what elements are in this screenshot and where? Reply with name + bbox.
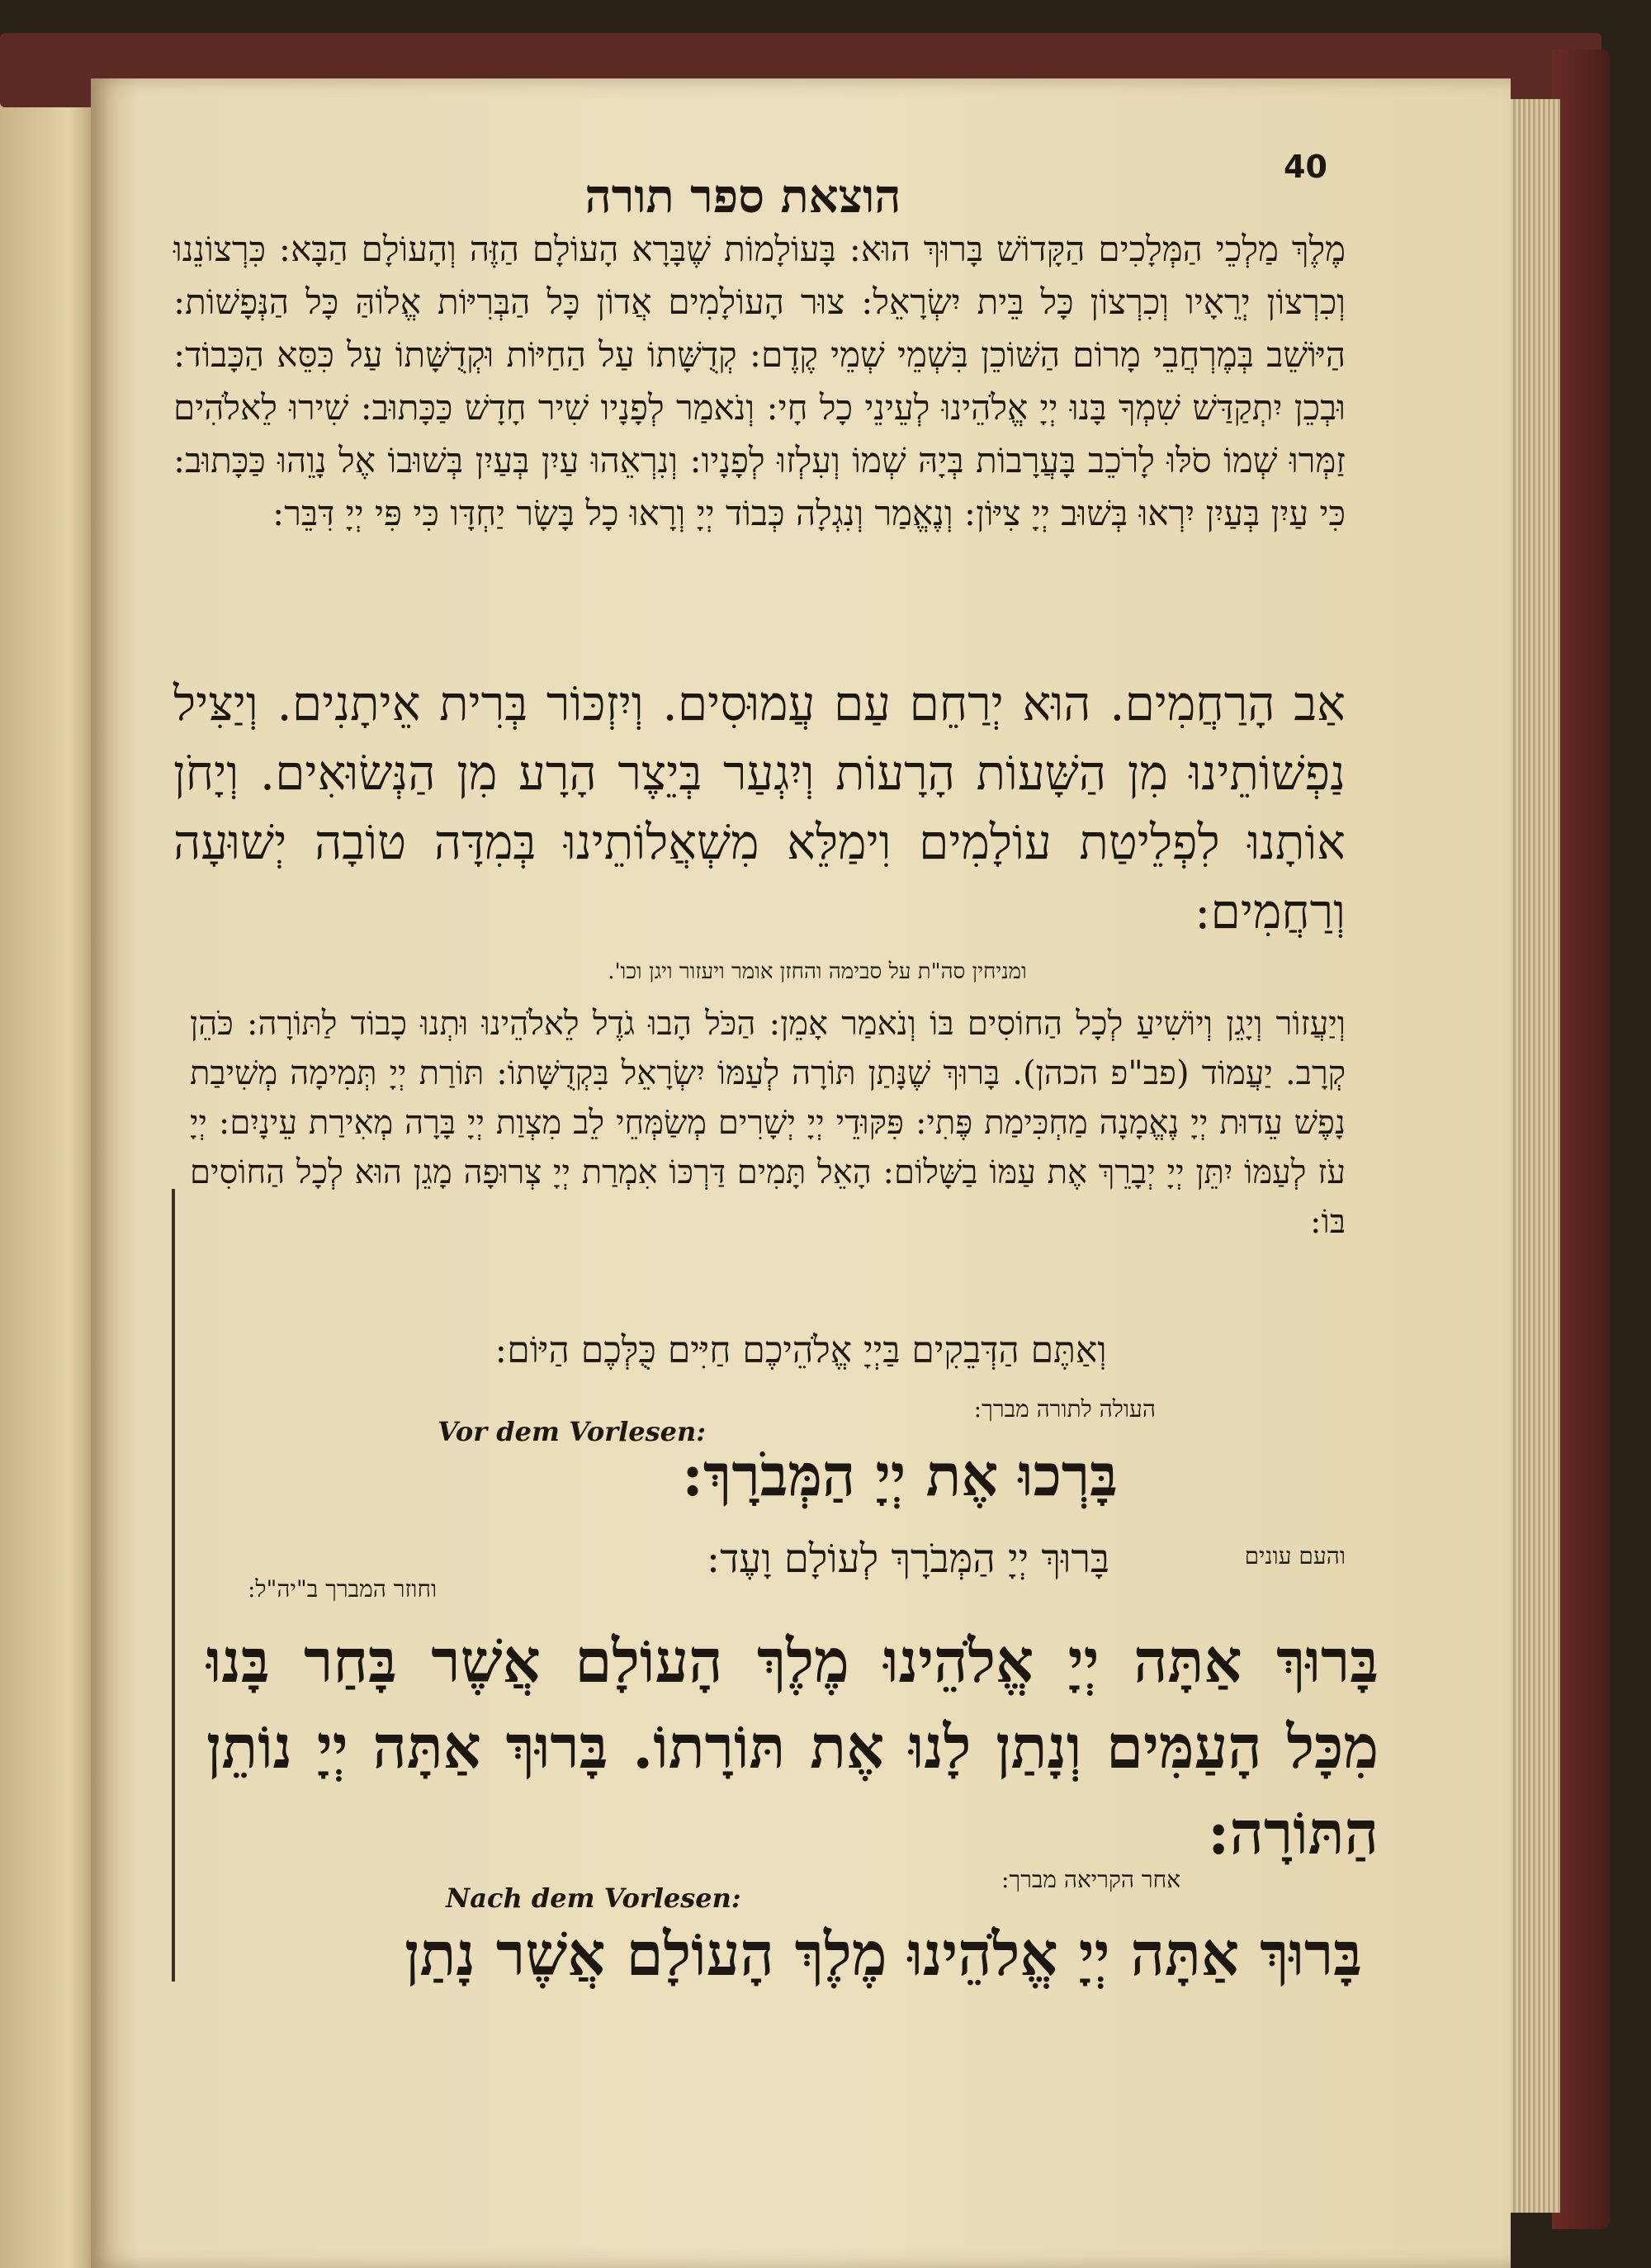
instruction-response: והעם עונים [1244, 1542, 1346, 1570]
instruction-note: ומניחין סה"ת על סבימה והחזן אומר ויעזור ויגן וכו'. [608, 959, 1027, 984]
german-heading-after: Nach dem Vorlesen: [446, 1882, 741, 1914]
instruction-after: אחר הקריאה מברך: [1001, 1866, 1180, 1893]
instruction-before: העולה לתורה מברך: [973, 1395, 1156, 1423]
prayer-block-melech: מֶלֶךְ מַלְכֵי הַמְּלָכִים הַקָּדוֹשׁ בָּרוּךְ הוּא: בָּעוֹלָמוֹת שֶׁבָּרָא הָעוֹלָם הַזֶּה וְהָעוֹלָם הַבָּא: כִּרְצוֹנֵנוּ וְכִרְצוֹן יְרֵאָיו וְכִרְצוֹן כָּל בֵּית יִשְׂרָאֵל: צוּר הָעוֹלָמִים אֲדוֹן כָּל הַבְּרִיּוֹת אֱלוֹהַּ כָּל הַנְּפָשׁוֹת: הַיּוֹשֵׁב בְּמֶרְחֲבֵי מָרוֹם הַשּׁוֹכֵן בִּשְׁמֵי שְׁמֵי קֶדֶם: קְדֻשָּׁתוֹ עַל הַחַיּוֹת וּקְדֻשָּׁתוֹ עַל כִּסֵּא הַכָּבוֹד: וּבְכֵן יִתְקַדַּשׁ שִׁמְךָ בָּנוּ יְיָ אֱלֹהֵינוּ לְעֵינֵי כָל חָי: וְנֹאמַר לְפָנָיו שִׁיר חָדָשׁ כַּכָּתוּב: שִׁירוּ לֵאלֹהִים זַמְּרוּ שְׁמוֹ סֹלּוּ לָרֹכֵב בָּעֲרָבוֹת בְּיָהּ שְׁמוֹ וְעִלְזוּ לְפָנָיו: וְנִרְאֵהוּ עַיִן בְּעַיִן בְּשׁוּבוֹ אֶל נָוֵהוּ כַּכָּתוּב: כִּי עַיִן בְּעַיִן יִרְאוּ בְּשׁוּב יְיָ צִיּוֹן: וְנֶאֱמַר וְנִגְלָה כְּבוֹד יְיָ וְרָאוּ כָל בָּשָׂר יַחְדָּו כִּי פִּי יְיָ דִּבֵּר: [173, 229, 1346, 533]
prayer-block-av-harachamim: אַב הָרַחֲמִים. הוּא יְרַחֵם עַם עֲמוּסִים. וְיִזְכּוֹר בְּרִית אֵיתָנִים. וְיַצִּיל נַפְשׁוֹתֵינוּ מִן הַשָּׁעוֹת הָרָעוֹת וְיִגְעַר בְּיֵצֶר הָרָע מִן הַנְּשׂוּאִים. וְיָחֹן אוֹתָנוּ לִפְלֵיטַת עוֹלָמִים וִימַלֵּא מִשְׁאֲלוֹתֵינוּ בְּמִדָּה טוֹבָה יְשׁוּעָה וְרַחֲמִים: [173, 675, 1346, 940]
blessing-before: בָּרוּךְ אַתָּה יְיָ אֱלֹהֵינוּ מֶלֶךְ הָעוֹלָם אֲשֶׁר בָּחַר בָּנוּ מִכָּל הָעַמִּים וְנָתַן לָנוּ אֶת תּוֹרָתוֹ. בָּרוּךְ אַתָּה יְיָ נוֹתֵן הַתּוֹרָה: [206, 1626, 1379, 1868]
blessing-after-line: בָּרוּךְ אַתָּה יְיָ אֱלֹהֵינוּ מֶלֶךְ הָעוֹלָם אֲשֶׁר נָתַן [404, 1919, 1362, 1989]
response-line: בָּרוּךְ יְיָ הַמְּבֹרָךְ לְעוֹלָם וָעֶד: [706, 1536, 1110, 1582]
margin-line [172, 1189, 175, 1982]
verse-veatem: וְאַתֶּם הַדְּבֵקִים בַּיְיָ אֱלֹהֵיכֶם חַיִּים כֻּלְּכֶם הַיּוֹם: [494, 1329, 1107, 1371]
german-heading-before: Vor dem Vorlesen: [438, 1416, 707, 1447]
page-number: 40 [1284, 149, 1327, 185]
prayer-block-vyaazor: וְיַעֲזוֹר וְיָגֵן וְיוֹשִׁיעַ לְכָל הַחוֹסִים בּוֹ וְנֹאמַר אָמֵן: הַכֹּל הָבוּ גֹדֶל לֵאלֹהֵינוּ וּתְנוּ כָבוֹד לַתּוֹרָה: כֹּהֵן קְרָב. יַעֲמוֹד (פב"פ הכהן). בָּרוּךְ שֶׁנָּתַן תּוֹרָה לְעַמּוֹ יִשְׂרָאֵל בִּקְדֻשָּׁתוֹ: תּוֹרַת יְיָ תְּמִימָה מְשִׁיבַת נָפֶשׁ עֵדוּת יְיָ נֶאֱמָנָה מַחְכִּימַת פֶּתִי: פִּקּוּדֵי יְיָ יְשָׁרִים מְשַׂמְּחֵי לֵב מִצְוַת יְיָ בָּרָה מְאִירַת עֵינָיִם: יְיָ עֹז לְעַמּוֹ יִתֵּן יְיָ יְבָרֵךְ אֶת עַמּוֹ בַשָּׁלוֹם: הָאֵל תָּמִים דַּרְכּוֹ אִמְרַת יְיָ צְרוּפָה מָגֵן הוּא לְכָל הַחוֹסִים בּוֹ: [190, 1005, 1346, 1241]
left-page-edge [0, 91, 99, 2268]
book-cover-right [1552, 50, 1610, 2229]
barchu-line: בָּרְכוּ אֶת יְיָ הַמְּבֹרָךְ: [682, 1441, 1118, 1509]
page-title: הוצאת ספר תורה [584, 169, 901, 224]
instruction-return: וחוזר המברך ב"יה"ל: [248, 1575, 438, 1603]
